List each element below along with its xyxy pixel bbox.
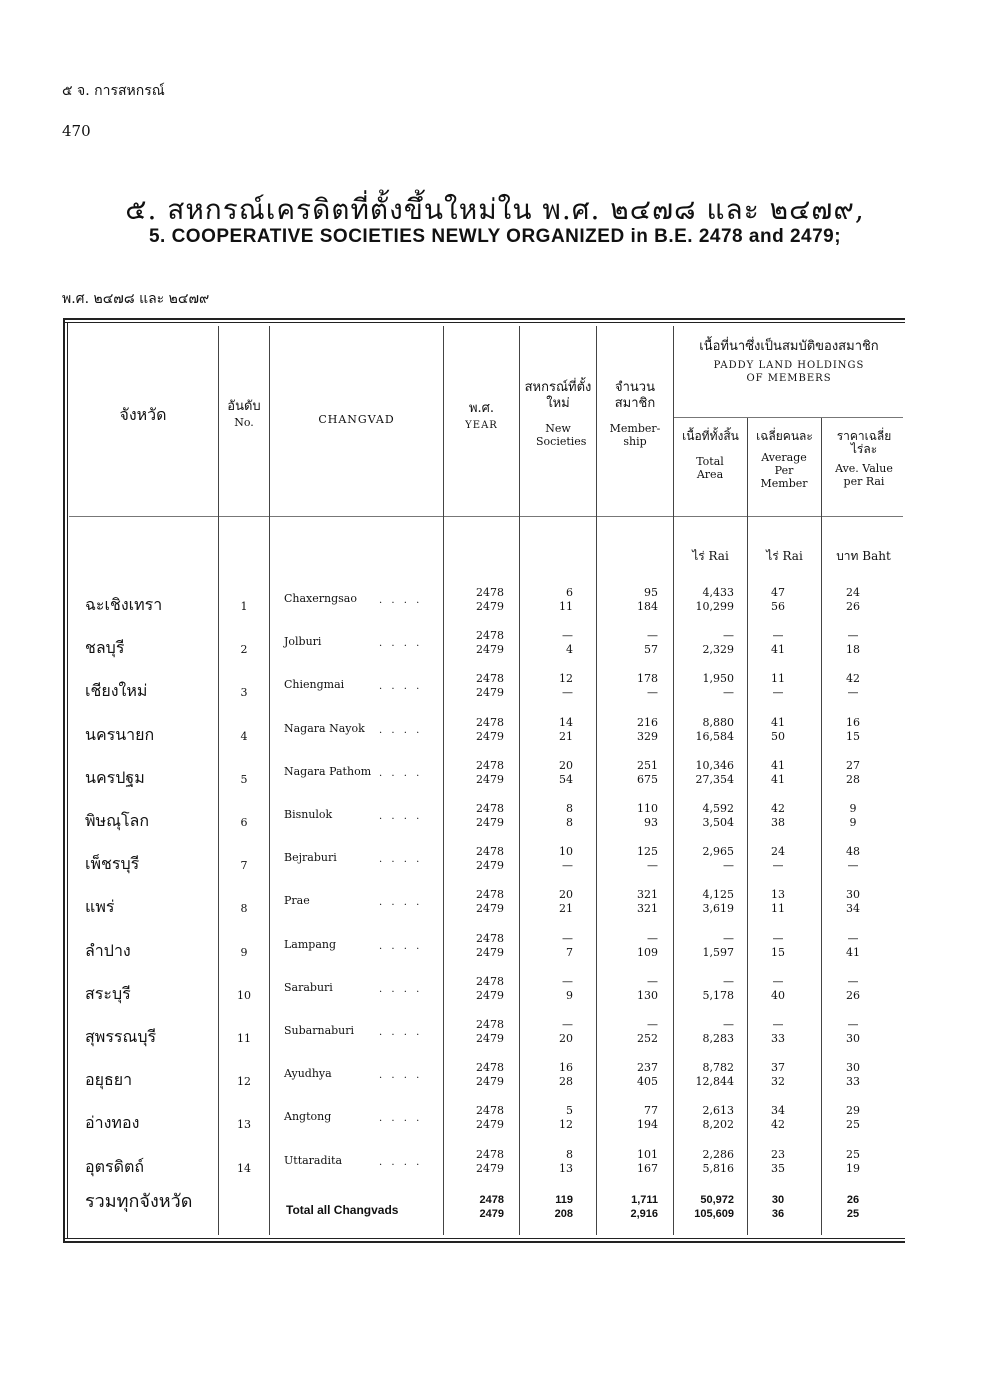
year: 2479 [476, 686, 504, 700]
year: 2478 [476, 1104, 504, 1118]
total-area: 50,972 [700, 1193, 734, 1206]
avg-per-member: 50 [771, 729, 785, 743]
header-societies-eng: New Societies [536, 422, 587, 448]
table-row [63, 845, 905, 889]
unit-average: ไร่ Rai [766, 549, 803, 563]
year: 2479 [476, 988, 504, 1002]
header-val-eng: Ave. Value per Rai [835, 462, 893, 488]
new-societies: 9 [566, 988, 573, 1002]
table-row [63, 802, 905, 846]
avg-value: — [847, 686, 859, 700]
table-row [63, 1104, 905, 1148]
avg-value: 41 [846, 945, 860, 959]
total-area: — [723, 686, 734, 700]
avg-per-member: 36 [771, 1207, 785, 1220]
membership: 101 [637, 1147, 658, 1161]
new-societies: 13 [559, 1161, 573, 1175]
dot-leader: . . . . [379, 811, 423, 822]
avg-per-member: 11 [771, 672, 785, 686]
changwad-thai: สระบุรี [85, 983, 131, 1003]
header-no-eng: No. [234, 416, 254, 429]
year: 2479 [476, 945, 504, 959]
changwad-thai: เชียงใหม่ [85, 681, 148, 701]
year: 2478 [476, 1147, 504, 1161]
avg-per-member: — [772, 1018, 784, 1031]
total-area: 3,504 [702, 816, 734, 829]
new-societies: 8 [566, 1147, 573, 1161]
avg-per-member: 24 [771, 845, 785, 859]
table-row [63, 629, 905, 673]
header-total-area [674, 430, 747, 481]
new-societies: 119 [555, 1193, 573, 1206]
membership: 77 [644, 1104, 658, 1118]
avg-per-member: 41 [771, 758, 785, 772]
avg-value: — [847, 859, 859, 873]
membership: 95 [644, 586, 658, 599]
changvad-name: Angtong [284, 1110, 332, 1124]
total-area: 1,950 [702, 672, 734, 686]
membership: 184 [637, 600, 658, 613]
section-subtitle-thai: พ.ศ. ๒๔๗๘ และ ๒๔๗๙ [62, 291, 210, 307]
header-paddy-thai: เนื้อที่นาซึ่งเป็นสมบัติของสมาชิก [699, 339, 879, 354]
dot-leader: . . . . [379, 1070, 423, 1082]
changwad-thai: เพ็ชรบุรี [85, 854, 140, 874]
new-societies: 20 [559, 1032, 573, 1045]
new-societies: — [562, 686, 573, 700]
avg-per-member: 23 [771, 1147, 785, 1161]
page-header: ๕ จ. การสหกรณ์ [62, 83, 165, 99]
header-val-thai: ราคาเฉลี่ยไร่ละ [836, 429, 892, 456]
avg-per-member: 33 [771, 1032, 785, 1045]
avg-value: 9 [849, 802, 857, 815]
avg-value: 30 [846, 888, 860, 902]
table-top-rule-thin [63, 322, 905, 323]
membership: 167 [637, 1161, 658, 1175]
header-value [822, 430, 905, 488]
membership: 329 [637, 729, 658, 743]
new-societies: 20 [559, 888, 573, 902]
total-area: 10,346 [695, 758, 734, 772]
membership: 237 [637, 1061, 658, 1075]
year: 2478 [479, 1193, 504, 1206]
header-avg-thai: เฉลี่ยคนละ [756, 429, 813, 443]
avg-value: 9 [849, 816, 857, 829]
table-row [63, 672, 905, 716]
new-societies: 54 [559, 772, 573, 786]
year: 2478 [476, 715, 504, 729]
membership: 130 [637, 988, 658, 1002]
new-societies: — [562, 931, 573, 945]
dot-leader: . . . . [379, 767, 423, 779]
row-number: 2 [240, 643, 248, 657]
dot-leader: . . . . [379, 983, 423, 995]
avg-value: 16 [846, 715, 860, 729]
year: 2478 [476, 758, 504, 772]
membership: — [647, 686, 658, 700]
new-societies: 208 [554, 1207, 573, 1220]
avg-per-member: 34 [771, 1104, 785, 1118]
changvad-name: Subarnaburi [284, 1024, 355, 1037]
header-no [219, 400, 269, 429]
data-table [63, 318, 905, 1243]
avg-per-member: 40 [771, 988, 785, 1002]
changwad-thai: แพร่ [85, 897, 115, 917]
avg-per-member: 56 [771, 600, 785, 613]
total-area: 2,965 [702, 845, 734, 859]
table-row [63, 888, 905, 932]
membership: 251 [637, 758, 658, 772]
row-number: 10 [237, 988, 251, 1002]
dot-leader: . . . . [379, 638, 423, 650]
changvad-name: Bisnulok [284, 808, 333, 821]
year: 2479 [476, 902, 504, 916]
new-societies: — [562, 1018, 573, 1031]
dot-leader: . . . . [379, 724, 423, 736]
avg-per-member: — [772, 859, 784, 873]
changwad-thai: นครปฐม [85, 767, 145, 787]
new-societies: 5 [566, 1104, 573, 1118]
total-area: 3,619 [702, 902, 734, 916]
section-title-thai: ๕. สหกรณ์เครดิตที่ตั้งขึ้นใหม่ใน พ.ศ. ๒๔๗๘ และ ๒๔๗๙, [125, 193, 865, 226]
membership: 110 [637, 802, 658, 815]
total-area: 16,584 [695, 729, 734, 743]
year: 2479 [476, 1161, 504, 1175]
header-total-eng: Total Area [696, 455, 724, 481]
dot-leader: . . . . [379, 1027, 423, 1038]
changwad-thai: ชลบุรี [85, 638, 125, 658]
header-societies-thai: สหกรณ์ที่ตั้งใหม่ [524, 380, 592, 411]
new-societies: 6 [566, 586, 573, 599]
membership: — [647, 974, 658, 988]
avg-value: — [847, 1018, 859, 1031]
total-area: — [723, 1018, 734, 1031]
changvad-name: Bejraburi [284, 851, 337, 865]
new-societies: 14 [559, 715, 573, 729]
year: 2478 [476, 586, 504, 599]
membership: 178 [637, 672, 658, 686]
new-societies: 8 [566, 802, 573, 815]
new-societies: 4 [566, 643, 573, 657]
new-societies: 7 [566, 945, 573, 959]
row-number: 5 [240, 772, 248, 786]
membership: 93 [644, 816, 658, 829]
row-number: 3 [240, 686, 248, 700]
changvad-name: Nagara Pathom [284, 764, 372, 778]
year: 2479 [476, 1032, 504, 1045]
total-area: 12,844 [695, 1075, 734, 1089]
avg-value: 33 [846, 1075, 860, 1089]
total-area: 10,299 [695, 600, 734, 613]
avg-value: 15 [846, 729, 860, 743]
changwad-thai: ลำปาง [85, 940, 131, 960]
header-paddy-eng: PADDY LAND HOLDINGS OF MEMBERS [713, 360, 865, 384]
total-area: 8,283 [702, 1032, 734, 1045]
changwad-thai: พิษณุโลก [85, 811, 150, 830]
changvad-name: Chaxerngsao [284, 592, 357, 605]
membership: 405 [637, 1075, 658, 1089]
new-societies: — [562, 629, 573, 643]
changvad-name: Jolburi [284, 635, 322, 649]
total-area: 2,329 [702, 643, 734, 657]
avg-per-member: 11 [771, 902, 785, 916]
dot-leader: . . . . [379, 854, 423, 866]
avg-per-member: 13 [771, 888, 785, 902]
changwad-thai: อุตรดิตถ์ [85, 1156, 145, 1176]
avg-value: — [847, 931, 859, 945]
avg-value: 42 [846, 672, 860, 686]
year: 2478 [476, 845, 504, 859]
avg-value: — [847, 974, 859, 988]
changwad-thai: อยุธยา [85, 1070, 133, 1090]
membership: — [647, 931, 658, 945]
changvad-name: Total all Changvads [286, 1202, 399, 1217]
new-societies: 12 [559, 672, 573, 686]
avg-per-member: 41 [771, 772, 785, 786]
table-row [63, 759, 905, 803]
new-societies: 21 [559, 729, 573, 743]
header-societies [521, 380, 595, 448]
header-average [748, 430, 821, 490]
total-area: — [723, 629, 734, 643]
total-area: 2,286 [702, 1147, 734, 1161]
changvad-name: Saraburi [284, 980, 333, 994]
header-changwad-thai: จังหวัด [119, 405, 167, 424]
avg-value: 26 [846, 600, 860, 613]
changwad-thai: สุพรรณบุรี [85, 1027, 157, 1046]
year: 2478 [476, 672, 504, 686]
membership: 57 [644, 643, 658, 657]
membership: 216 [637, 715, 658, 729]
new-societies: 10 [559, 845, 573, 859]
total-area: — [723, 859, 734, 873]
avg-per-member: 47 [771, 586, 785, 599]
table-row [63, 586, 905, 630]
new-societies: 11 [559, 600, 573, 613]
year: 2479 [476, 772, 504, 786]
table-bottom-rule [63, 1241, 905, 1243]
avg-value: 24 [846, 586, 860, 599]
new-societies: 28 [559, 1075, 573, 1089]
avg-per-member: 38 [771, 816, 785, 829]
avg-value: — [847, 629, 859, 643]
table-row [63, 1148, 905, 1192]
year: 2478 [476, 802, 504, 815]
year: 2479 [476, 643, 504, 657]
avg-per-member: — [772, 931, 784, 945]
header-total-thai: เนื้อที่ทั้งสิ้น [682, 429, 739, 443]
avg-per-member: — [772, 686, 784, 700]
table-row [63, 975, 905, 1019]
membership: 2,916 [630, 1207, 658, 1220]
changvad-name: Chiengmai [284, 678, 345, 692]
year: 2479 [476, 816, 504, 829]
total-area: 5,816 [702, 1161, 734, 1175]
total-area: 8,202 [702, 1118, 734, 1132]
avg-value: 29 [846, 1104, 860, 1118]
table-row [63, 1018, 905, 1062]
avg-value: 30 [846, 1032, 860, 1045]
membership: 321 [637, 888, 658, 902]
changwad-thai: ฉะเชิงเทรา [85, 595, 163, 614]
row-number: 9 [240, 945, 248, 959]
avg-value: 27 [846, 758, 860, 772]
total-area: — [723, 974, 734, 988]
new-societies: — [562, 974, 573, 988]
membership: 1,711 [631, 1193, 658, 1206]
new-societies: 8 [566, 816, 573, 829]
membership: — [647, 629, 658, 643]
year: 2479 [476, 859, 504, 873]
avg-per-member: 37 [771, 1061, 785, 1075]
dot-leader: . . . . [379, 1113, 423, 1125]
dot-leader: . . . . [379, 1156, 423, 1168]
total-area: 8,782 [702, 1061, 734, 1075]
header-year-thai: พ.ศ. [468, 401, 495, 416]
unit-total-area: ไร่ Rai [692, 549, 729, 563]
new-societies: 21 [559, 902, 573, 916]
year: 2479 [476, 729, 504, 743]
header-no-thai: อันดับ [227, 399, 261, 414]
year: 2479 [476, 600, 504, 613]
total-area: 4,125 [702, 888, 734, 902]
total-area: 8,880 [702, 715, 734, 729]
avg-per-member: — [772, 974, 784, 988]
table-row [63, 932, 905, 976]
membership: 675 [637, 772, 658, 786]
avg-per-member: 35 [771, 1161, 785, 1175]
avg-value: 25 [846, 1118, 860, 1132]
avg-value: 19 [846, 1161, 860, 1175]
total-area: 1,597 [702, 945, 734, 959]
section-title-english: 5. COOPERATIVE SOCIETIES NEWLY ORGANIZED in B.E. 2478 and 2479; [148, 226, 842, 247]
row-number: 6 [240, 816, 248, 829]
row-number: 11 [237, 1032, 251, 1045]
year: 2479 [476, 1075, 504, 1089]
new-societies: 16 [559, 1061, 573, 1075]
total-area: 4,433 [702, 586, 734, 599]
changwad-thai: อ่างทอง [85, 1113, 140, 1133]
dot-leader: . . . . [379, 940, 423, 952]
avg-value: 48 [846, 845, 860, 859]
header-changvad-eng: CHANGVAD [318, 413, 395, 426]
total-row [63, 1190, 905, 1237]
dot-leader: . . . . [379, 595, 423, 606]
avg-per-member: 30 [771, 1193, 785, 1206]
dot-leader: . . . . [379, 897, 423, 909]
membership: 109 [637, 945, 658, 959]
row-number: 8 [240, 902, 248, 916]
avg-per-member: 15 [771, 945, 785, 959]
total-area: — [723, 931, 734, 945]
year: 2479 [479, 1207, 504, 1220]
avg-value: 18 [846, 643, 860, 657]
year: 2478 [476, 888, 504, 902]
new-societies: 20 [559, 758, 573, 772]
header-year [444, 402, 519, 432]
paddy-group-rule [674, 417, 903, 418]
total-area: 2,613 [702, 1104, 734, 1118]
changwad-thai: นครนายก [85, 724, 155, 744]
changwad-thai: รวมทุกจังหวัด [85, 1190, 193, 1212]
avg-value: 25 [846, 1147, 860, 1161]
year: 2478 [476, 1061, 504, 1075]
total-area: 105,609 [694, 1207, 734, 1220]
year: 2479 [476, 1118, 504, 1132]
new-societies: — [562, 859, 573, 873]
avg-value: 26 [846, 1193, 860, 1206]
avg-per-member: 41 [771, 643, 785, 657]
header-paddy-group [675, 340, 903, 385]
total-area: 27,354 [695, 772, 734, 786]
total-area: 5,178 [702, 988, 734, 1002]
row-number: 12 [237, 1075, 251, 1089]
avg-per-member: 32 [771, 1075, 785, 1089]
year: 2478 [476, 931, 504, 945]
row-number: 13 [237, 1118, 251, 1132]
table-row [63, 1061, 905, 1105]
changvad-name: Uttaradita [284, 1153, 343, 1167]
row-number: 1 [240, 600, 248, 613]
changvad-name: Lampang [284, 937, 337, 951]
year: 2478 [476, 629, 504, 643]
changvad-name: Prae [284, 894, 310, 908]
avg-per-member: — [772, 629, 784, 643]
avg-per-member: 41 [771, 715, 785, 729]
avg-value: 34 [846, 902, 860, 916]
dot-leader: . . . . [379, 681, 423, 693]
header-members [598, 380, 672, 448]
header-bottom-rule [69, 516, 903, 517]
total-area: 4,592 [702, 802, 734, 815]
avg-value: 25 [846, 1207, 860, 1220]
membership: — [647, 859, 658, 873]
avg-per-member: 42 [771, 1118, 785, 1132]
row-number: 4 [240, 729, 248, 743]
table-bottom-rule-thin [63, 1238, 905, 1239]
year: 2478 [476, 1018, 504, 1031]
table-row [63, 716, 905, 760]
new-societies: 12 [559, 1118, 573, 1132]
membership: 125 [637, 845, 658, 859]
unit-value: บาท Baht [836, 549, 891, 563]
membership: 252 [637, 1032, 658, 1045]
row-number: 14 [237, 1161, 251, 1175]
page-number: 470 [62, 122, 91, 140]
avg-value: 28 [846, 772, 860, 786]
membership: 194 [637, 1118, 658, 1132]
avg-per-member: 42 [771, 802, 785, 815]
year: 2478 [476, 974, 504, 988]
header-avg-eng: Average Per Member [760, 451, 808, 490]
header-members-thai: จำนวนสมาชิก [614, 380, 656, 411]
header-members-eng: Member-ship [609, 422, 661, 448]
membership: — [647, 1018, 658, 1031]
changvad-name: Nagara Nayok [284, 721, 365, 735]
table-top-rule [63, 318, 905, 320]
membership: 321 [637, 902, 658, 916]
avg-value: 26 [846, 988, 860, 1002]
avg-value: 30 [846, 1061, 860, 1075]
row-number: 7 [240, 859, 248, 873]
changvad-name: Ayudhya [284, 1067, 332, 1081]
header-year-eng: YEAR [465, 420, 498, 431]
